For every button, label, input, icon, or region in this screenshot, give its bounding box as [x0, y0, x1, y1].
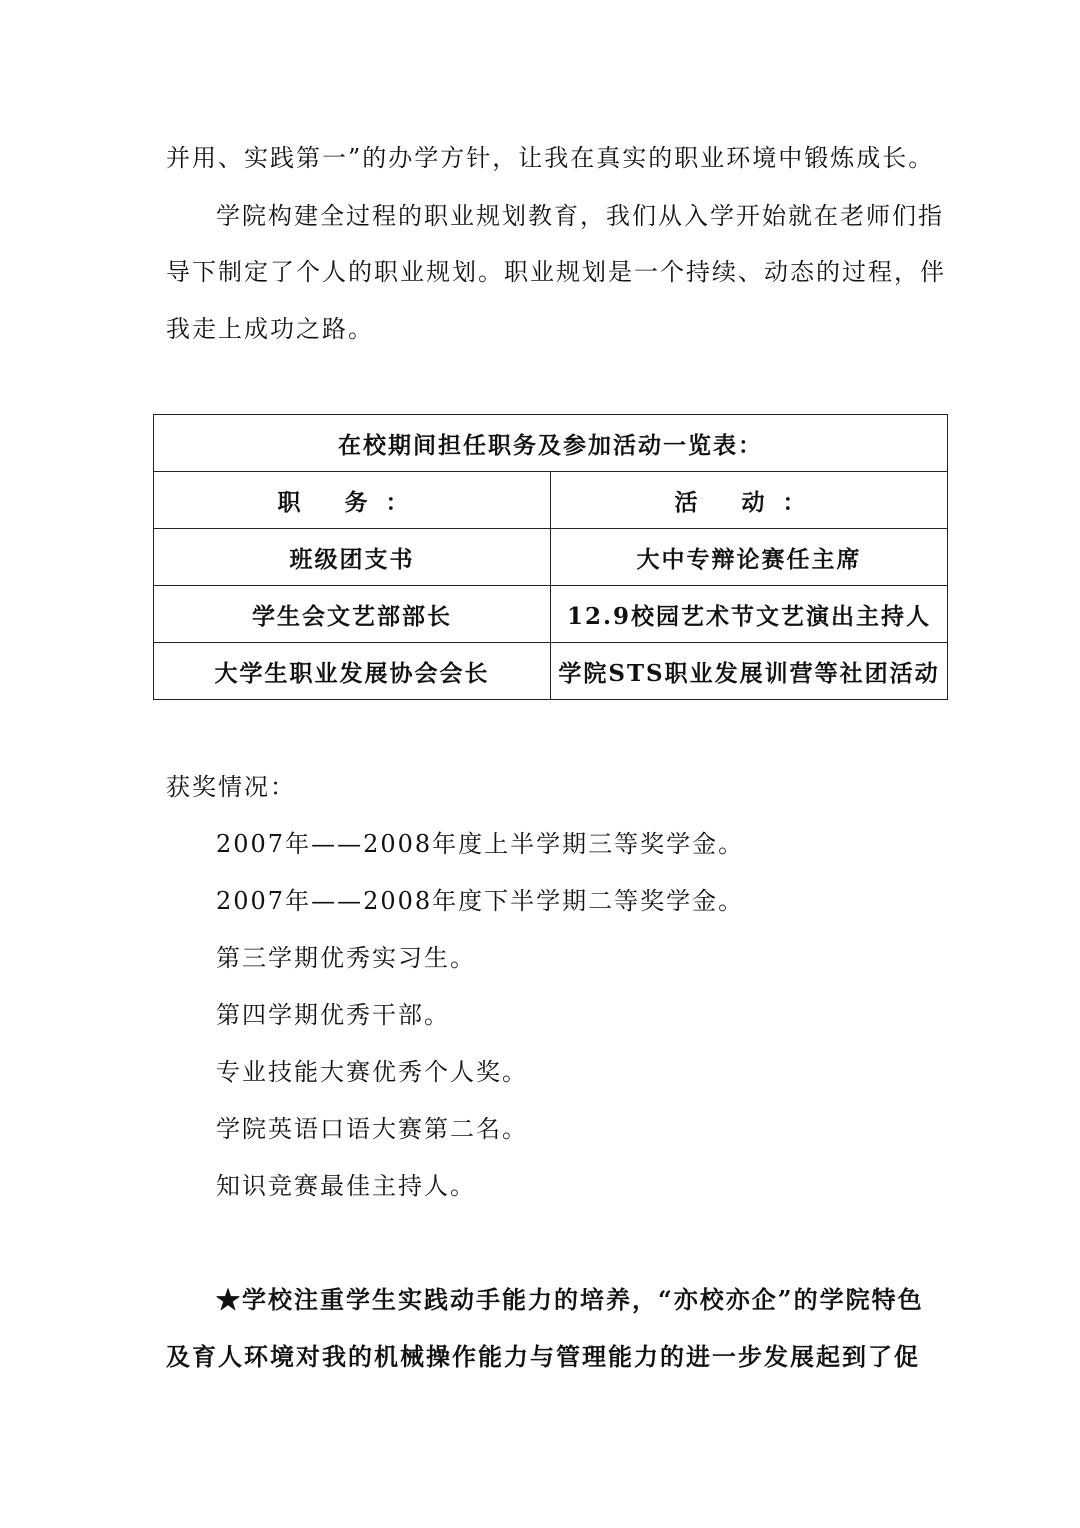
activity-cell: 大中专辩论赛任主席: [551, 529, 948, 586]
award-item: 第四学期优秀干部。: [216, 1001, 450, 1029]
table-header-row: [154, 472, 948, 529]
activity-cell: 学院STS职业发展训营等社团活动: [551, 643, 948, 700]
award-item: 专业技能大赛优秀个人奖。: [216, 1058, 528, 1086]
table-row: [154, 643, 948, 700]
award-item: 2007年——2008年度下半学期二等奖学金。: [216, 887, 745, 915]
activity-cell: 12.9校园艺术节文艺演出主持人: [551, 586, 948, 643]
table-row: [154, 586, 948, 643]
duty-cell: 班级团支书: [154, 529, 551, 586]
table-title: 在校期间担任职务及参加活动一览表：: [154, 415, 948, 472]
activities-column-header: 活 动：: [551, 472, 948, 529]
intro-line-3: 导下制定了个人的职业规划。职业规划是一个持续、动态的过程，伴: [166, 258, 946, 286]
closing-line-2: 及育人环境对我的机械操作能力与管理能力的进一步发展起到了促: [166, 1342, 920, 1371]
duty-cell: 大学生职业发展协会会长: [154, 643, 551, 700]
roles-activities-table: [153, 414, 948, 700]
awards-heading: 获奖情况：: [166, 773, 296, 801]
intro-line-4: 我走上成功之路。: [166, 315, 374, 343]
award-item: 学院英语口语大赛第二名。: [216, 1115, 528, 1143]
award-item: 知识竞赛最佳主持人。: [216, 1172, 476, 1200]
table-title-row: [154, 415, 948, 472]
duty-cell: 学生会文艺部部长: [154, 586, 551, 643]
table-row: [154, 529, 948, 586]
closing-line-1: ★学校注重学生实践动手能力的培养，“亦校亦企”的学院特色: [216, 1285, 924, 1314]
intro-line-1: 并用、实践第一”的办学方针，让我在真实的职业环境中锻炼成长。: [166, 144, 935, 172]
duties-column-header: 职 务：: [154, 472, 551, 529]
intro-line-2: 学院构建全过程的职业规划教育，我们从入学开始就在老师们指: [216, 202, 944, 230]
award-item: 第三学期优秀实习生。: [216, 944, 476, 972]
award-item: 2007年——2008年度上半学期三等奖学金。: [216, 830, 745, 858]
